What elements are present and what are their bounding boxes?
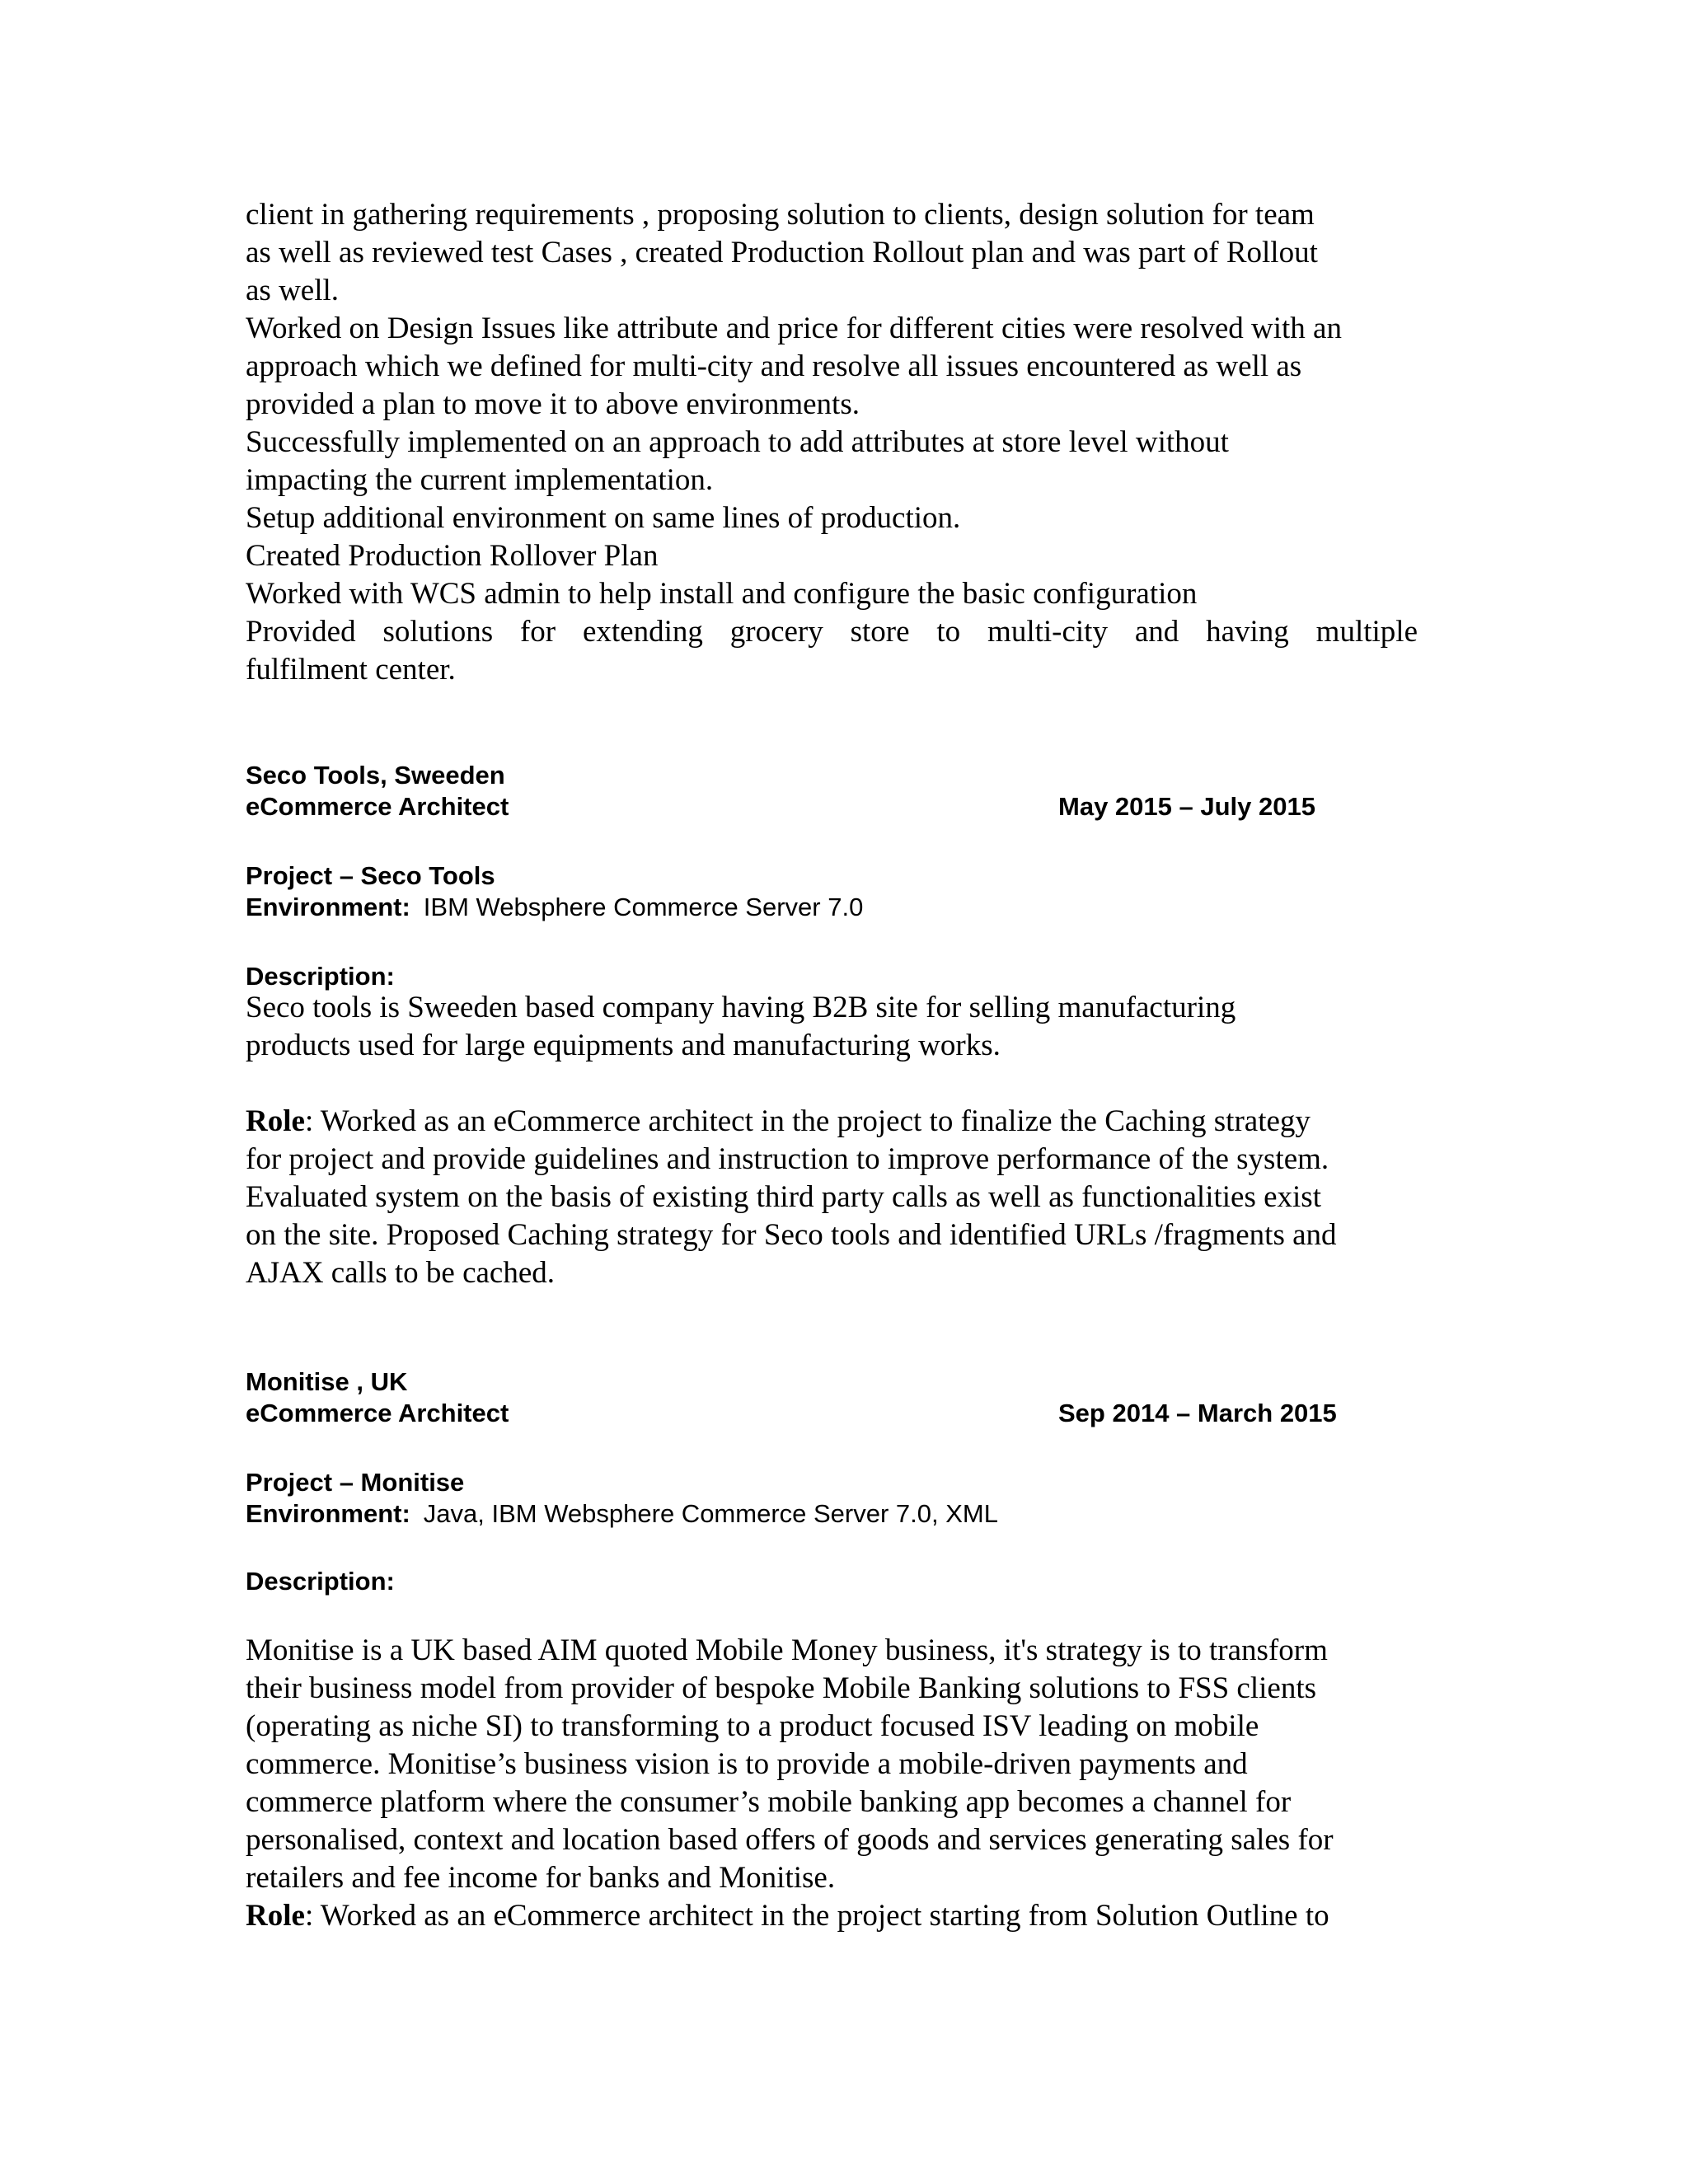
role-line-text: : Worked as an eCommerce architect in the project starting from Solution Outline to — [304, 1899, 1329, 1933]
description-line: Seco tools is Sweeden based company having B2B site for selling manufacturing — [246, 991, 1236, 1024]
intro-line: as well as reviewed test Cases , created Production Rollout plan and was part of Rollout — [246, 236, 1318, 269]
intro-line: impacting the current implementation. — [246, 463, 714, 497]
description-line: products used for large equipments and manufacturing works. — [246, 1029, 1001, 1062]
description-label: Description: — [246, 962, 395, 991]
description-line: personalised, context and location based offers of goods and services generating sales for — [246, 1823, 1334, 1857]
description-line: commerce. Monitise’s business vision is to provide a mobile-driven payments and — [246, 1747, 1248, 1781]
environment-value: Java, IBM Websphere Commerce Server 7.0, XML — [423, 1499, 998, 1528]
job-title-row — [246, 791, 1418, 823]
intro-line: Worked with WCS admin to help install and configure the basic configuration — [246, 577, 1198, 611]
intro-line: Worked on Design Issues like attribute and price for different cities were resolved with an — [246, 312, 1342, 345]
description-line: retailers and fee income for banks and Monitise. — [246, 1861, 836, 1895]
intro-line: fulfilment center. — [246, 653, 456, 687]
role-line: for project and provide guidelines and instruction to improve performance of the system. — [246, 1142, 1329, 1176]
description-text — [246, 989, 1418, 1065]
description-line: Monitise is a UK based AIM quoted Mobile Money business, it's strategy is to transform — [246, 1633, 1328, 1667]
environment-value: IBM Websphere Commerce Server 7.0 — [423, 893, 864, 921]
role-label: Role — [246, 1899, 305, 1933]
description-line: (operating as niche SI) to transforming to a product focused ISV leading on mobile — [246, 1709, 1259, 1743]
environment-label: Environment: — [246, 893, 410, 921]
job-title: eCommerce Architect — [246, 1399, 509, 1427]
job-dates: Sep 2014 – March 2015 — [1058, 1399, 1337, 1427]
description-text — [246, 1632, 1418, 1935]
intro-line: Setup additional environment on same lines of production. — [246, 501, 961, 535]
role-text — [246, 1103, 1418, 1292]
intro-line: approach which we defined for multi-city and resolve all issues encountered as well as — [246, 349, 1302, 383]
role-line-text: : Worked as an eCommerce architect in the project to finalize the Caching strategy — [304, 1104, 1311, 1138]
job-company: Monitise , UK — [246, 1367, 408, 1396]
description-line: their business model from provider of bespoke Mobile Banking solutions to FSS clients — [246, 1671, 1317, 1705]
role-line — [246, 1897, 1418, 1935]
description-line: commerce platform where the consumer’s mobile banking app becomes a channel for — [246, 1785, 1292, 1819]
job-title: eCommerce Architect — [246, 792, 509, 821]
project-name: Project – Seco Tools — [246, 861, 495, 890]
intro-line: provided a plan to move it to above environments. — [246, 387, 860, 421]
role-line — [246, 1103, 1418, 1141]
project-name: Project – Monitise — [246, 1468, 465, 1497]
environment-label: Environment: — [246, 1499, 410, 1528]
job-title-row — [246, 1398, 1418, 1429]
environment-line — [246, 1498, 1418, 1530]
role-line: Evaluated system on the basis of existing third party calls as well as functionalities exist — [246, 1180, 1321, 1214]
role-line: on the site. Proposed Caching strategy for Seco tools and identified URLs /fragments and — [246, 1218, 1337, 1252]
intro-line: Provided solutions for extending grocery store to multi-city and having multiple — [246, 615, 1418, 649]
intro-line: Created Production Rollover Plan — [246, 539, 659, 573]
job-dates: May 2015 – July 2015 — [1058, 792, 1315, 821]
environment-line — [246, 892, 1418, 923]
intro-paragraph — [246, 196, 1418, 689]
intro-line: Successfully implemented on an approach to add attributes at store level without — [246, 425, 1229, 459]
intro-line: as well. — [246, 274, 340, 307]
intro-line: client in gathering requirements , proposing solution to clients, design solution for team — [246, 198, 1315, 232]
role-label: Role — [246, 1104, 305, 1138]
job-company: Seco Tools, Sweeden — [246, 761, 505, 790]
description-label: Description: — [246, 1567, 395, 1596]
role-line: AJAX calls to be cached. — [246, 1256, 556, 1290]
